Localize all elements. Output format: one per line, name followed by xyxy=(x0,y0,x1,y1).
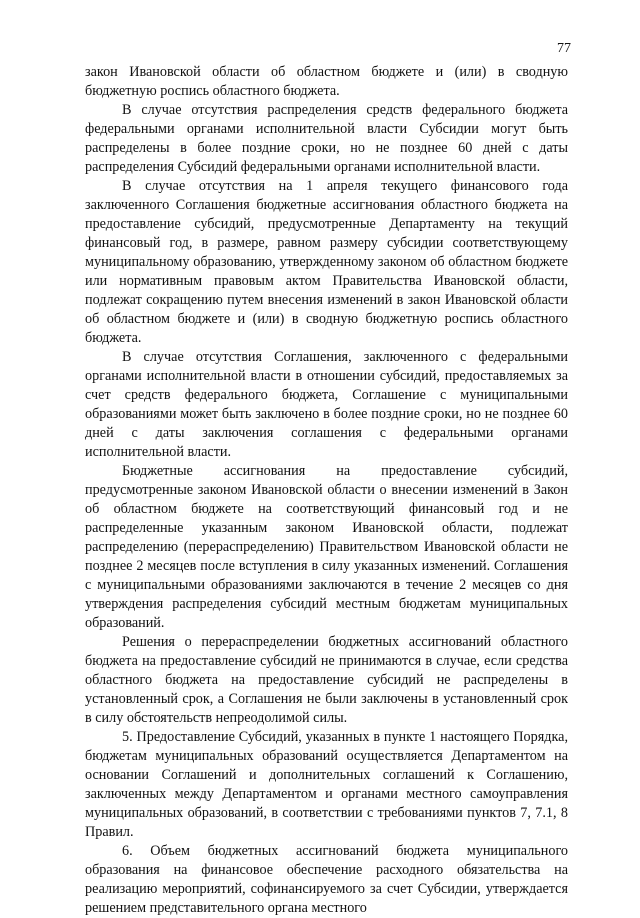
paragraph: закон Ивановской области об областном бюджете и (или) в сводную бюджетную роспись областного бюджета. xyxy=(85,64,568,99)
paragraph: Бюджетные ассигнования на предоставление субсидий, предусмотренные законом Ивановской области о внесении изменений в Закон об областном бюджете на соответствующий финансовый год и не распределенные указанным законом Ивановской области, подлежат распределению (перераспределению) Правительством Ивановской области не позднее 2 месяцев после вступления в силу указанных изменений. Соглашения с муниципальными образованиями заключаются в течение 2 месяцев со дня утверждения распределения субсидий местным бюджетам муниципальных образований. xyxy=(85,463,568,631)
document-body xyxy=(85,63,568,918)
paragraph: В случае отсутствия распределения средств федерального бюджета федеральными органами исполнительной власти Субсидии могут быть распределены в более поздние сроки, но не позднее 60 дней с даты распределения Субсидий федеральными органами исполнительной власти. xyxy=(85,102,568,175)
paragraph: Решения о перераспределении бюджетных ассигнований областного бюджета на предоставление субсидий не принимаются в случае, если средства областного бюджета на предоставление субсидий не распределены в установленный срок, а Соглашения не были заключены в установленный срок в силу обстоятельств непреодолимой силы. xyxy=(85,634,568,726)
page-number: 77 xyxy=(557,41,571,56)
paragraph: 6. Объем бюджетных ассигнований бюджета муниципального образования на финансовое обеспечение расходного обязательства на реализацию мероприятий, софинансируемого за счет Субсидии, утверждается решением представительного органа местного xyxy=(85,843,568,916)
paragraph: В случае отсутствия на 1 апреля текущего финансового года заключенного Соглашения бюджетные ассигнования областного бюджета на предоставление субсидий, предусмотренные Департаменту на текущий финансовый год, в размере, равном размеру субсидии соответствующему муниципальному образованию, утвержденному законом об областном бюджете или нормативным правовым актом Правительства Ивановской области, подлежат сокращению путем внесения изменений в закон Ивановской области об областном бюджете и (или) в сводную бюджетную роспись областного бюджета. xyxy=(85,178,568,346)
paragraph: 5. Предоставление Субсидий, указанных в пункте 1 настоящего Порядка, бюджетам муниципальных образований осуществляется Департаментом на основании Соглашений и дополнительных соглашений к Соглашению, заключенных между Департаментом и органами местного самоуправления муниципальных образований, в соответствии с требованиями пунктов 7, 7.1, 8 Правил. xyxy=(85,729,568,840)
paragraph: В случае отсутствия Соглашения, заключенного с федеральными органами исполнительной власти в отношении субсидий, предоставляемых за счет средств федерального бюджета, Соглашение с муниципальными образованиями может быть заключено в более поздние сроки, но не позднее 60 дней с даты заключения соглашения с федеральными органами исполнительной власти. xyxy=(85,349,568,460)
